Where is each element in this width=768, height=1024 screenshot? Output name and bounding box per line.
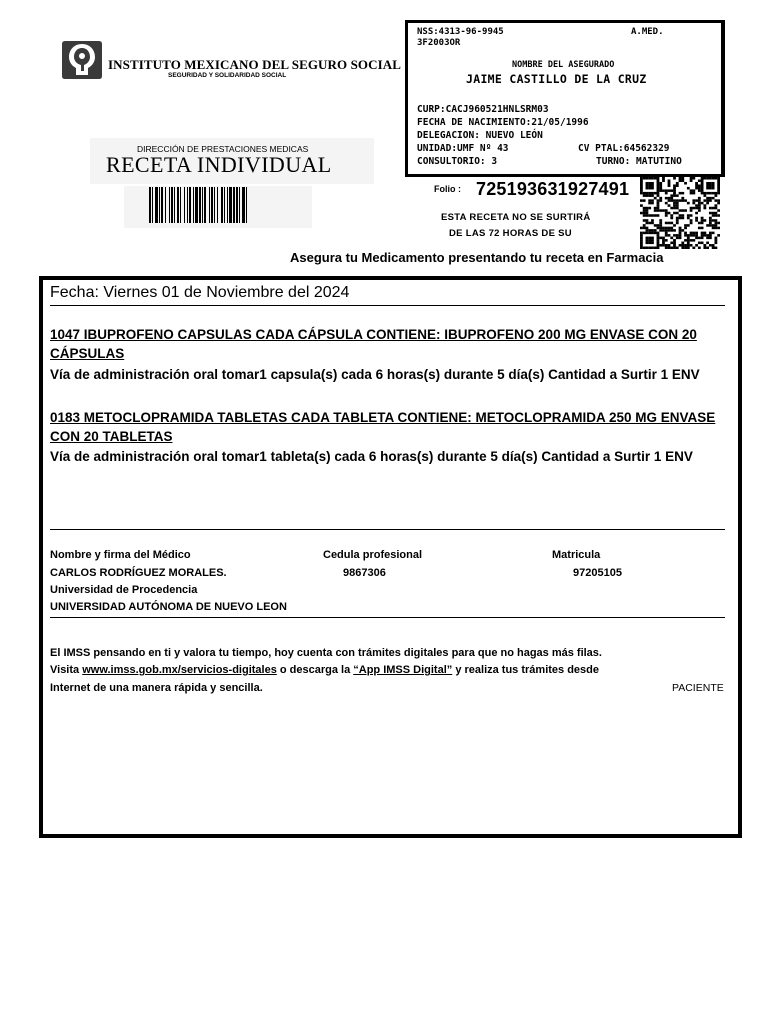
- receta-title: RECETA INDIVIDUAL: [106, 152, 332, 177]
- patient-name-label: NOMBRE DEL ASEGURADO: [512, 60, 615, 70]
- folio-number: 725193631927491: [476, 179, 630, 199]
- medication-dose: Vía de administración oral tomar1 capsula(s) cada 6 horas(s) durante 5 día(s) Cantidad a Surtir 1 ENV: [50, 367, 700, 382]
- patient-consultorio: CONSULTORIO: 3: [417, 156, 498, 167]
- patient-turno: TURNO: MATUTINO: [596, 156, 682, 167]
- patient-name: JAIME CASTILLO DE LA CRUZ: [466, 72, 647, 86]
- barcode-icon: [149, 187, 285, 223]
- cedula-value: 9867306: [343, 567, 386, 579]
- patient-curp: CURP:CACJ960521HNLSRM03: [417, 104, 549, 115]
- patient-unidad: UNIDAD:UMF Nº 43: [417, 143, 509, 154]
- info-text: y realiza tus trámites desde: [452, 664, 599, 676]
- info-text: Visita: [50, 664, 83, 676]
- signature-divider: [50, 529, 725, 530]
- doctor-name: CARLOS RODRÍGUEZ MORALES.: [50, 567, 227, 579]
- patient-code: 3F2003OR: [417, 38, 461, 48]
- medication-title: 0183 METOCLOPRAMIDA TABLETAS CADA TABLETA CONTIENE: METOCLOPRAMIDA 250 MG ENVASE CON 20 TABLETAS: [50, 410, 716, 444]
- imss-services-link[interactable]: www.imss.gob.mx/servicios-digitales: [82, 664, 277, 676]
- medication-title: 1047 IBUPROFENO CAPSULAS CADA CÁPSULA CONTIENE: IBUPROFENO 200 MG ENVASE CON 20 CÁPSULAS: [50, 327, 697, 361]
- divider: [50, 617, 725, 618]
- pharmacy-notice: Asegura tu Medicamento presentando tu receta en Farmacia: [290, 250, 664, 265]
- cedula-label: Cedula profesional: [323, 549, 423, 561]
- doctor-label: Nombre y firma del Médico: [50, 549, 191, 561]
- folio-label: Folio :: [434, 184, 461, 194]
- digital-services-text: [50, 664, 599, 676]
- digital-services-text: Internet de una manera rápida y sencilla.: [50, 682, 263, 694]
- patient-nss: NSS:4313-96-9945: [417, 27, 504, 37]
- qr-code-icon: [640, 177, 720, 249]
- institution-subtitle: SEGURIDAD Y SOLIDARIDAD SOCIAL: [168, 72, 287, 79]
- matricula-value: 97205105: [573, 567, 622, 579]
- university-value: UNIVERSIDAD AUTÓNOMA DE NUEVO LEON: [50, 601, 287, 613]
- imss-logo-icon: [60, 40, 104, 80]
- patient-cv-ptal: CV PTAL:64562329: [578, 143, 670, 154]
- university-label: Universidad de Procedencia: [50, 584, 198, 596]
- institution-name: INSTITUTO MEXICANO DEL SEGURO SOCIAL: [108, 57, 402, 72]
- matricula-label: Matricula: [552, 549, 601, 561]
- patient-delegacion: DELEGACION: NUEVO LEÓN: [417, 130, 543, 141]
- patient-birth-date: FECHA DE NACIMIENTO:21/05/1996: [417, 117, 589, 128]
- app-imss-link[interactable]: “App IMSS Digital”: [353, 664, 453, 676]
- copy-label: PACIENTE: [672, 682, 724, 694]
- digital-services-text: El IMSS pensando en ti y valora tu tiempo, hoy cuenta con trámites digitales para que no hagas más filas.: [50, 647, 602, 659]
- medication-dose: Vía de administración oral tomar1 tableta(s) cada 6 horas(s) durante 5 día(s) Cantidad a Surtir 1 ENV: [50, 449, 693, 464]
- divider: [50, 305, 725, 306]
- validity-notice-line1: ESTA RECETA NO SE SURTIRÁ: [441, 212, 591, 223]
- info-text: o descarga la: [276, 664, 354, 676]
- patient-amed: A.MED.: [631, 27, 664, 37]
- direction-label: DIRECCIÓN DE PRESTACIONES MEDICAS: [137, 144, 309, 154]
- prescription-date: Fecha: Viernes 01 de Noviembre del 2024: [50, 284, 350, 301]
- validity-notice-line2: DE LAS 72 HORAS DE SU: [449, 228, 572, 239]
